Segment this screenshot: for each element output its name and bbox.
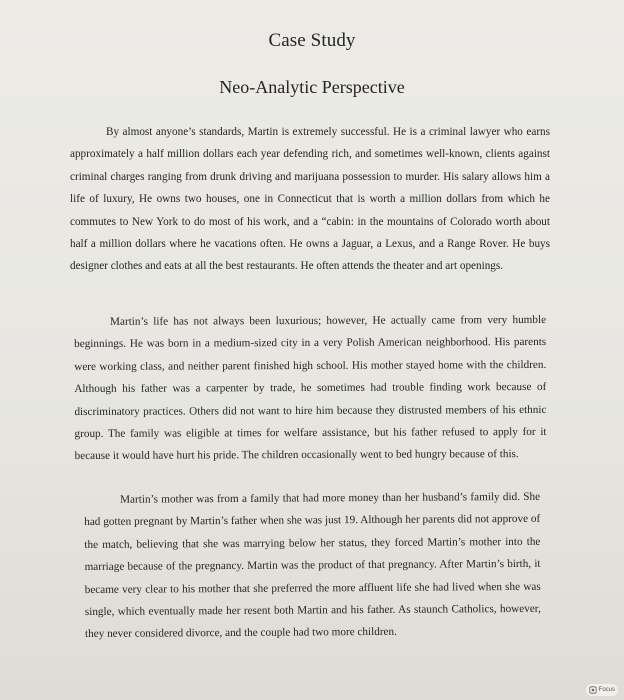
paragraph-3: Martin’s mother was from a family that had more money than her husband’s family did. She had gotten pregnant by Martin’s father when she was just 19. Although her parents did not approve of the match, believing that she was marrying below her status, they forced Martin’s mother into the marriage because of the pregnancy. Martin was the product of that pregnancy. After Martin’s birth, it became very clear to his mother that she preferred the more affluent life she had lived when she was single, which eventually made her resent both Martin and his father. As staunch Catholics, however, they never considered divorce, and the couple had two more children. bbox=[84, 490, 541, 641]
focus-label: Focus bbox=[598, 687, 615, 693]
document-subtitle: Neo-Analytic Perspective bbox=[219, 77, 405, 97]
camera-focus-badge bbox=[586, 684, 618, 696]
focus-icon bbox=[589, 686, 597, 694]
document-title: Case Study bbox=[268, 30, 356, 51]
paragraph-2: Martin’s life has not always been luxurious; however, He actually came from very humble beginnings. He was born in a medium-sized city in a very Polish American neighborhood. His parents were working class, and neither parent finished high school. His mother stayed home with the children. Although his father was a carpenter by trade, he sometimes had trouble finding work because of discriminatory practices. Others did not want to hire him because they distrusted members of his ethnic group. The family was eligible at times for welfare assistance, but his father refused to apply for it because it would have hurt his pride. The children occasionally went to bed hungry because of this. bbox=[74, 313, 547, 463]
paragraph-1: By almost anyone’s standards, Martin is extremely successful. He is a criminal lawyer who earns approximately a half million dollars each year defending rich, and sometimes well-known, clients against criminal charges ranging from drunk driving and marijuana possession to murder. His salary allows him a life of luxury, He owns two houses, one in Connecticut that is worth a million dollars from which he commutes to New York to do most of his work, and a “cabin: in the mountains of Colorado worth about half a million dollars where he vacations often. He owns a Jaguar, a Lexus, and a Range Rover. He buys designer clothes and eats at all the best restaurants. He often attends the theater and art openings. bbox=[70, 126, 550, 273]
